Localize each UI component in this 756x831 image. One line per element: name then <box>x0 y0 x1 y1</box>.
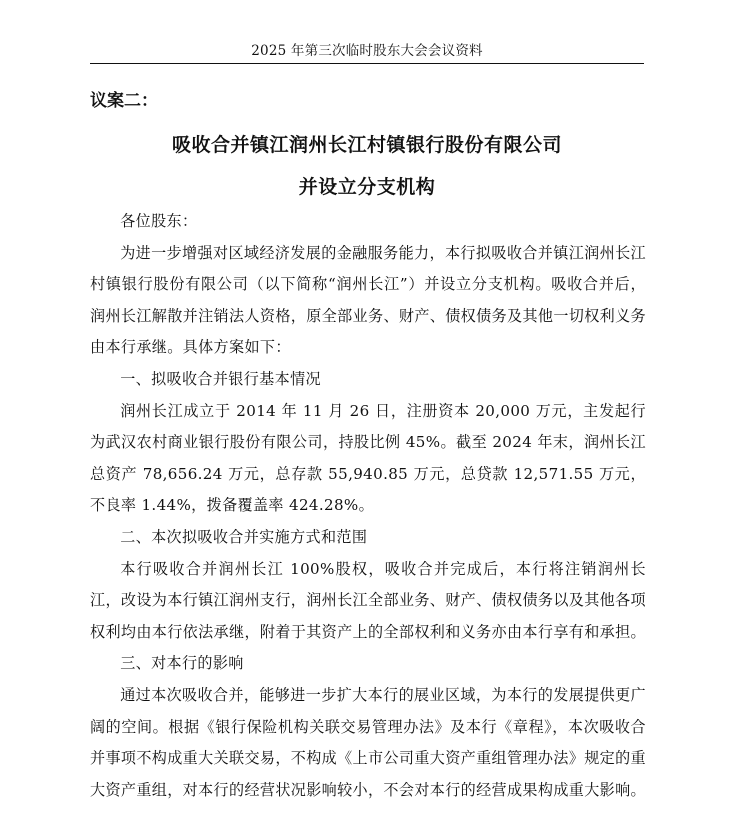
salutation: 各位股东： <box>120 212 198 230</box>
section-1-paragraph: 润州长江成立于 2014 年 11 月 26 日，注册资本 20,000 万元，主发起行为武汉农村商业银行股份有限公司，持股比例 45%。截至 2024 年末，润州长江总资产 78,656.24 万元，总存款 55,940.85 万元，总贷款 12,571.55 万元，不良率 1.44%，拨备覆盖率 424.28%。 <box>90 401 646 515</box>
document-title-line-1: 吸收合并镇江润州长江村镇银行股份有限公司 <box>171 134 562 156</box>
document-title-line-2: 并设立分支机构 <box>298 176 436 198</box>
intro-paragraph: 为进一步增强对区域经济发展的金融服务能力，本行拟吸收合并镇江润州长江村镇银行股份有限公司（以下简称“润州长江”）并设立分支机构。吸收合并后，润州长江解散并注销法人资格，原全部业务、财产、债权债务及其他一切权利义务由本行承继。具体方案如下： <box>90 243 646 357</box>
header-divider <box>90 63 644 64</box>
section-3-paragraph: 通过本次吸收合并，能够进一步扩大本行的展业区域，为本行的发展提供更广阔的空间。根据《银行保险机构关联交易管理办法》及本行《章程》，本次吸收合并事项不构成重大关联交易，不构成《上市公司重大资产重组管理办法》规定的重大资产重组，对本行的经营状况影响较小，不会对本行的经营成果构成重大影响。 <box>90 685 646 799</box>
motion-label: 议案二： <box>90 91 158 111</box>
section-heading-1: 一、拟吸收合并银行基本情况 <box>120 369 321 388</box>
document-body <box>90 206 646 806</box>
section-2-paragraph: 本行吸收合并润州长江 100%股权，吸收合并完成后，本行将注销润州长江，改设为本行镇江润州支行，润州长江全部业务、财产、债权债务以及其他各项权利均由本行依法承继，附着于其资产上的全部权利和义务亦由本行享有和承担。 <box>90 559 646 641</box>
section-heading-3: 三、对本行的影响 <box>120 654 244 673</box>
page-header: 2025 年第三次临时股东大会会议资料 <box>251 43 483 59</box>
section-heading-2: 二、本次拟吸收合并实施方式和范围 <box>120 527 368 546</box>
